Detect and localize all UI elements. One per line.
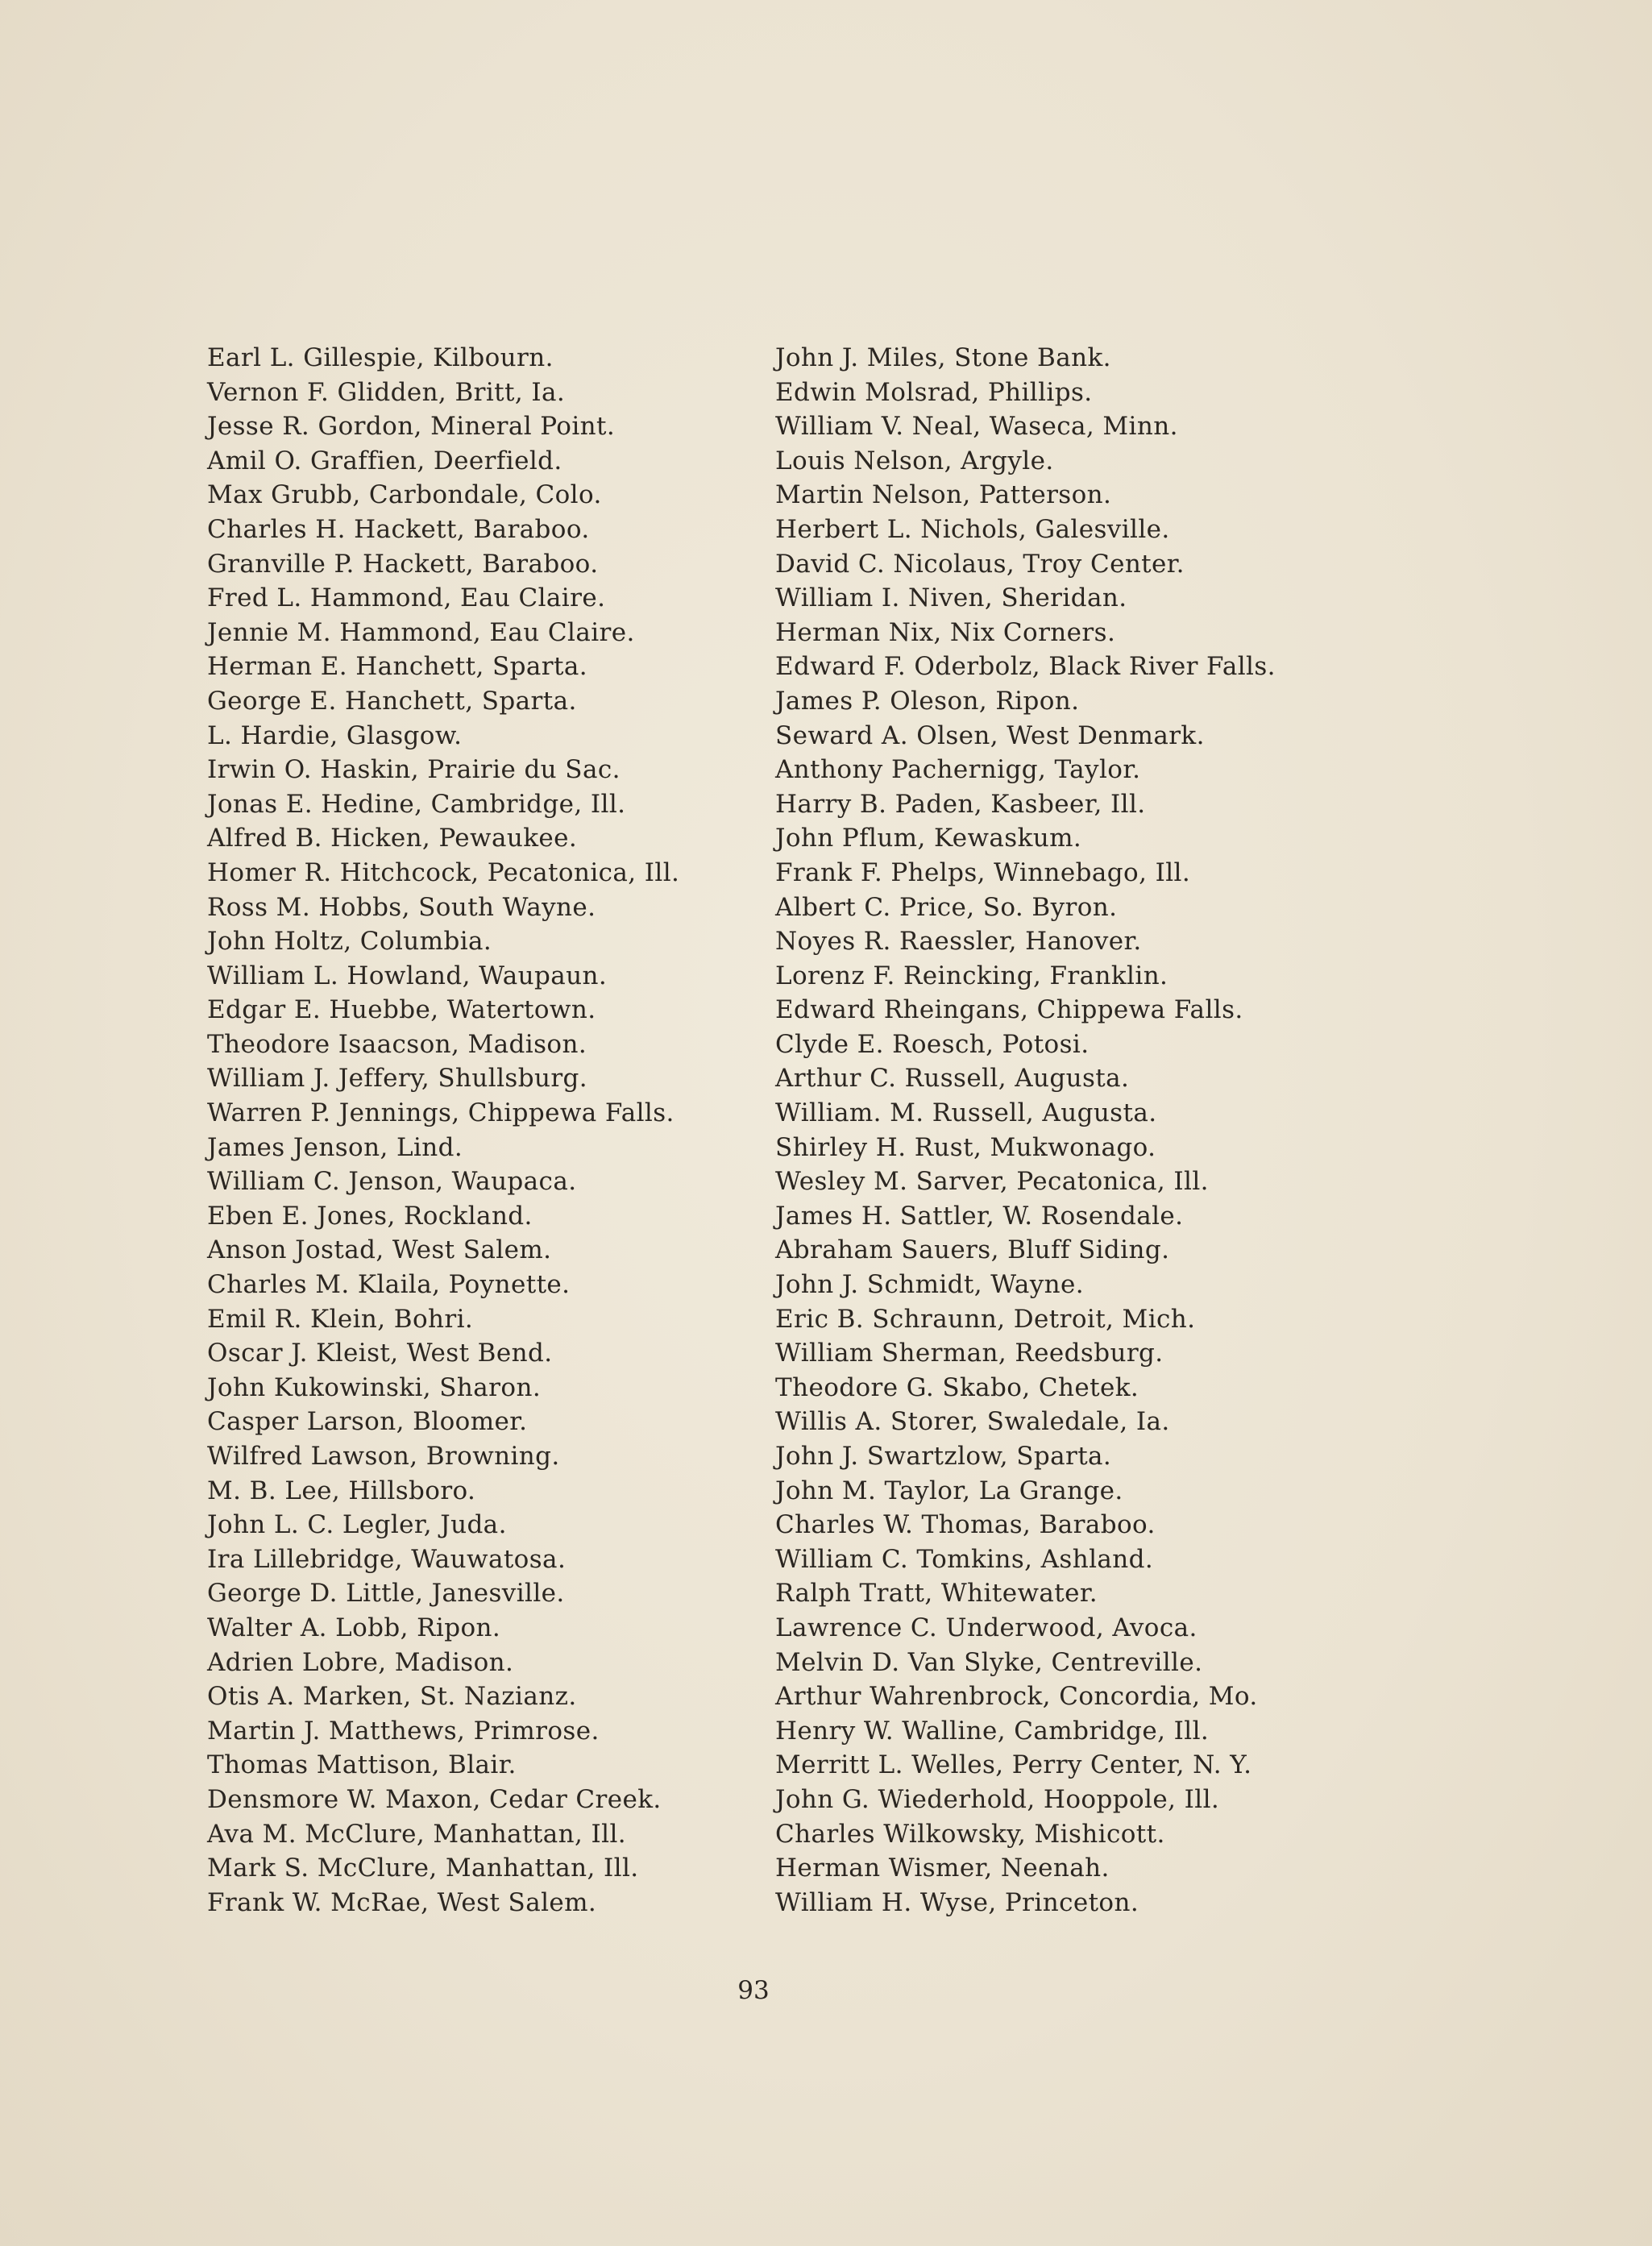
name-entry: Charles M. Klaila, Poynette. [207, 1270, 571, 1300]
name-entry: Ralph Tratt, Whitewater. [775, 1579, 1098, 1609]
name-entry: Frank W. McRae, West Salem. [207, 1887, 597, 1917]
name-entry: William Sherman, Reedsburg. [775, 1339, 1164, 1368]
name-entry: Charles Wilkowsky, Mishicott. [775, 1819, 1165, 1849]
name-entry: Edward Rheingans, Chippewa Falls. [775, 995, 1243, 1025]
name-entry: Densmore W. Maxon, Cedar Creek. [207, 1784, 662, 1814]
name-entry: Harry B. Paden, Kasbeer, Ill. [775, 789, 1146, 819]
name-entry: Arthur C. Russell, Augusta. [775, 1064, 1130, 1094]
name-entry: Lawrence C. Underwood, Avoca. [775, 1613, 1197, 1642]
name-entry: M. B. Lee, Hillsboro. [207, 1476, 476, 1505]
name-entry: Albert C. Price, So. Byron. [775, 892, 1118, 922]
name-entry: William H. Wyse, Princeton. [775, 1887, 1139, 1917]
name-entry: Charles H. Hackett, Baraboo. [207, 514, 590, 544]
page-number: 93 [737, 1976, 770, 2005]
name-entry: Seward A. Olsen, West Denmark. [775, 720, 1205, 750]
name-entry: William. M. Russell, Augusta. [775, 1098, 1157, 1128]
name-entry: John G. Wiederhold, Hooppole, Ill. [775, 1784, 1220, 1814]
name-entry: Herman Nix, Nix Corners. [775, 617, 1116, 647]
name-entry: William C. Jenson, Waupaca. [207, 1167, 577, 1197]
name-entry: Otis A. Marken, St. Nazianz. [207, 1682, 577, 1712]
name-entry: Herman Wismer, Neenah. [775, 1854, 1110, 1883]
name-entry: Vernon F. Glidden, Britt, Ia. [207, 377, 566, 407]
name-entry: Granville P. Hackett, Baraboo. [207, 549, 599, 579]
name-entry: Irwin O. Haskin, Prairie du Sac. [207, 755, 621, 785]
name-entry: John Kukowinski, Sharon. [207, 1372, 542, 1402]
name-entry: Henry W. Walline, Cambridge, Ill. [775, 1716, 1210, 1746]
name-entry: Lorenz F. Reincking, Franklin. [775, 961, 1168, 990]
name-entry: Alfred B. Hicken, Pewaukee. [207, 824, 578, 853]
name-entry: Adrien Lobre, Madison. [207, 1647, 514, 1677]
name-entry: Martin Nelson, Patterson. [775, 480, 1112, 510]
name-entry: William I. Niven, Sheridan. [775, 583, 1127, 613]
name-entry: Walter A. Lobb, Ripon. [207, 1613, 501, 1642]
names-column-right [775, 341, 1331, 1920]
name-entry: Merritt L. Welles, Perry Center, N. Y. [775, 1750, 1252, 1780]
name-entry: Anthony Pachernigg, Taylor. [775, 755, 1141, 785]
name-entry: Anson Jostad, West Salem. [207, 1235, 552, 1265]
name-entry: William C. Tomkins, Ashland. [775, 1544, 1154, 1574]
name-entry: Fred L. Hammond, Eau Claire. [207, 583, 606, 613]
name-entry: Jesse R. Gordon, Mineral Point. [207, 412, 616, 442]
name-entry: Wilfred Lawson, Browning. [207, 1442, 560, 1471]
name-entry: Jennie M. Hammond, Eau Claire. [207, 617, 635, 647]
name-entry: John Holtz, Columbia. [207, 927, 492, 957]
name-entry: Wesley M. Sarver, Pecatonica, Ill. [775, 1167, 1209, 1197]
name-entry: Jonas E. Hedine, Cambridge, Ill. [207, 789, 626, 819]
name-entry: Amil O. Graffien, Deerfield. [207, 446, 562, 475]
name-entry: William J. Jeffery, Shullsburg. [207, 1064, 588, 1094]
name-entry: Edgar E. Huebbe, Watertown. [207, 995, 596, 1025]
name-entry: Theodore G. Skabo, Chetek. [775, 1372, 1139, 1402]
name-entry: Earl L. Gillespie, Kilbourn. [207, 343, 554, 372]
name-entry: Eric B. Schraunn, Detroit, Mich. [775, 1304, 1196, 1334]
name-entry: Noyes R. Raessler, Hanover. [775, 927, 1142, 957]
name-entry: George E. Hanchett, Sparta. [207, 686, 577, 716]
name-entry: Clyde E. Roesch, Potosi. [775, 1029, 1090, 1059]
name-entry: Edward F. Oderbolz, Black River Falls. [775, 652, 1276, 682]
name-entry: Emil R. Klein, Bohri. [207, 1304, 474, 1334]
name-entry: Frank F. Phelps, Winnebago, Ill. [775, 857, 1191, 887]
name-entry: Martin J. Matthews, Primrose. [207, 1716, 600, 1746]
name-entry: James Jenson, Lind. [207, 1132, 463, 1162]
name-entry: Mark S. McClure, Manhattan, Ill. [207, 1854, 639, 1883]
name-entry: William V. Neal, Waseca, Minn. [775, 412, 1178, 442]
name-entry: Abraham Sauers, Bluff Siding. [775, 1235, 1170, 1265]
name-entry: Edwin Molsrad, Phillips. [775, 377, 1093, 407]
name-entry: Louis Nelson, Argyle. [775, 446, 1054, 475]
name-entry: Shirley H. Rust, Mukwonago. [775, 1132, 1156, 1162]
name-entry: Melvin D. Van Slyke, Centreville. [775, 1647, 1203, 1677]
name-entry: Oscar J. Kleist, West Bend. [207, 1339, 553, 1368]
name-entry: Theodore Isaacson, Madison. [207, 1029, 587, 1059]
name-entry: Ross M. Hobbs, South Wayne. [207, 892, 596, 922]
name-entry: James H. Sattler, W. Rosendale. [775, 1201, 1184, 1231]
name-entry: John L. C. Legler, Juda. [207, 1510, 507, 1540]
name-entry: Casper Larson, Bloomer. [207, 1407, 528, 1437]
name-entry: Herbert L. Nichols, Galesville. [775, 514, 1170, 544]
name-entry: Max Grubb, Carbondale, Colo. [207, 480, 602, 510]
name-entry: John J. Miles, Stone Bank. [775, 343, 1111, 372]
name-entry: George D. Little, Janesville. [207, 1579, 565, 1609]
name-entry: David C. Nicolaus, Troy Center. [775, 549, 1185, 579]
name-entry: John M. Taylor, La Grange. [775, 1476, 1123, 1505]
name-entry: John J. Swartzlow, Sparta. [775, 1442, 1112, 1471]
name-entry: John J. Schmidt, Wayne. [775, 1270, 1085, 1300]
name-entry: William L. Howland, Waupaun. [207, 961, 608, 990]
name-entry: Willis A. Storer, Swaledale, Ia. [775, 1407, 1170, 1437]
names-column-left [207, 341, 723, 1920]
name-entry: Warren P. Jennings, Chippewa Falls. [207, 1098, 674, 1128]
name-entry: Charles W. Thomas, Baraboo. [775, 1510, 1156, 1540]
name-entry: Herman E. Hanchett, Sparta. [207, 652, 587, 682]
name-entry: John Pflum, Kewaskum. [775, 824, 1082, 853]
name-entry: Thomas Mattison, Blair. [207, 1750, 517, 1780]
name-entry: Ava M. McClure, Manhattan, Ill. [207, 1819, 627, 1849]
name-entry: Eben E. Jones, Rockland. [207, 1201, 533, 1231]
name-entry: L. Hardie, Glasgow. [207, 720, 463, 750]
name-entry: Ira Lillebridge, Wauwatosa. [207, 1544, 567, 1574]
name-entry: Arthur Wahrenbrock, Concordia, Mo. [775, 1682, 1258, 1712]
name-entry: James P. Oleson, Ripon. [775, 686, 1080, 716]
name-entry: Homer R. Hitchcock, Pecatonica, Ill. [207, 857, 680, 887]
